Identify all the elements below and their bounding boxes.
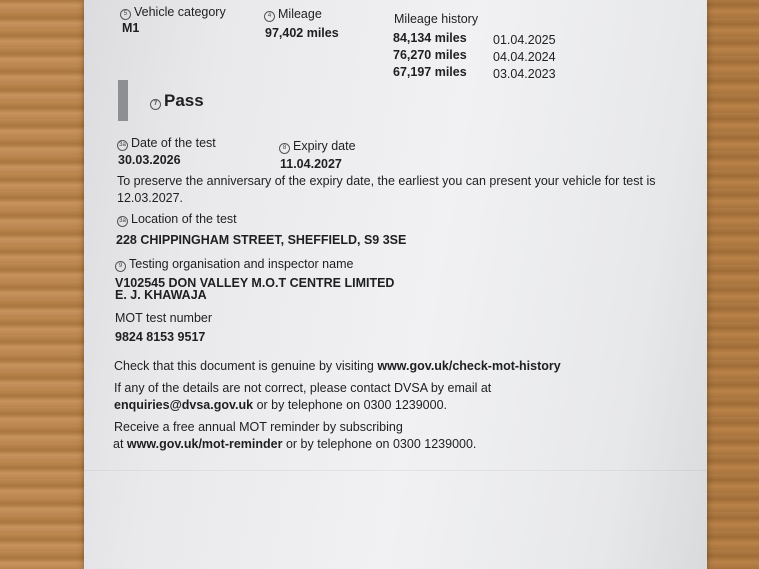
mot-reminder-link: www.gov.uk/mot-reminder xyxy=(126,437,283,451)
mileage-history-label: Mileage history xyxy=(394,12,479,26)
reminder-line1: Receive a free annual MOT reminder by subscribing xyxy=(114,420,403,434)
inspector-name: E. J. KHAWAJA xyxy=(115,288,207,302)
paper-fold xyxy=(84,470,707,471)
vehicle-category-label: 5 Vehicle category xyxy=(120,5,226,20)
anniversary-note-line2: 12.03.2027. xyxy=(117,191,184,205)
mileage-history-date: 01.04.2025 xyxy=(493,33,556,47)
field-number-icon: 5 xyxy=(120,9,131,20)
field-number-icon: 4 xyxy=(264,11,275,22)
expiry-date-label: 8 Expiry date xyxy=(279,139,356,154)
mileage-value: 97,402 miles xyxy=(265,26,339,40)
field-number-icon: 7 xyxy=(150,99,161,110)
dvsa-email: enquiries@dvsa.gov.uk xyxy=(114,398,254,412)
location-value: 228 CHIPPINGHAM STREET, SHEFFIELD, S9 3SE xyxy=(116,233,407,247)
dvsa-contact-line2: enquiries@dvsa.gov.uk or by telephone on 0300 1239000. xyxy=(114,398,448,412)
mot-test-number-label: MOT test number xyxy=(115,311,213,325)
mot-test-number-value: 9824 8153 9517 xyxy=(115,330,206,344)
test-result: 7 Pass xyxy=(150,91,204,111)
anniversary-note-line1: To preserve the anniversary of the expiry date, the earliest you can present your vehicle for test is xyxy=(117,174,656,188)
reminder-line2: at www.gov.uk/mot-reminder or by telephone on 0300 1239000. xyxy=(113,437,477,451)
mot-certificate-paper xyxy=(84,0,707,569)
test-date-label: 3a Date of the test xyxy=(117,136,216,151)
mileage-history-miles: 67,197 miles xyxy=(393,65,467,79)
mileage-history-miles: 76,270 miles xyxy=(393,48,467,62)
genuine-check-text: Check that this document is genuine by visiting www.gov.uk/check-mot-history xyxy=(114,359,561,373)
field-number-icon: 3a xyxy=(117,140,128,151)
location-label: 3a Location of the test xyxy=(117,212,237,227)
test-date-value: 30.03.2026 xyxy=(118,153,181,167)
field-number-icon: 9 xyxy=(115,261,126,272)
wooden-surface-right xyxy=(703,0,759,569)
check-mot-history-link: www.gov.uk/check-mot-history xyxy=(377,359,561,373)
mileage-history-date: 04.04.2024 xyxy=(493,50,556,64)
testing-org-label: 9 Testing organisation and inspector name xyxy=(115,257,353,272)
wooden-surface-left xyxy=(0,0,86,569)
result-marker-bar xyxy=(118,80,128,121)
mileage-label: 4 Mileage xyxy=(264,7,322,22)
mileage-history-miles: 84,134 miles xyxy=(393,31,467,45)
testing-org-name: V102545 DON VALLEY M.O.T CENTRE LIMITED xyxy=(115,276,395,290)
expiry-date-value: 11.04.2027 xyxy=(280,157,342,171)
field-number-icon: 3a xyxy=(117,216,128,227)
dvsa-contact-line1: If any of the details are not correct, please contact DVSA by email at xyxy=(114,381,492,395)
vehicle-category-value: M1 xyxy=(122,21,140,35)
field-number-icon: 8 xyxy=(279,143,290,154)
mileage-history-date: 03.04.2023 xyxy=(493,67,556,81)
